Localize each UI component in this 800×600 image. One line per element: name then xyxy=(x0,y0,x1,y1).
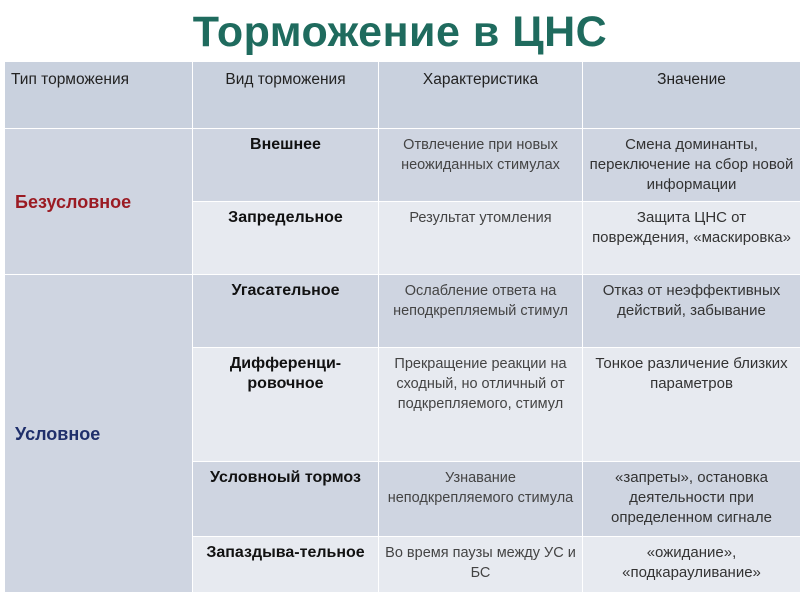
kind-cell: Условноый тормоз xyxy=(193,462,379,537)
table-row xyxy=(5,275,800,348)
meaning-cell: «ожидание», «подкарауливание» xyxy=(583,537,800,593)
table-row xyxy=(5,129,800,202)
meaning-cell: «запреты», остановка деятельности при определенном сигнале xyxy=(583,462,800,537)
inhibition-table xyxy=(4,61,800,593)
characteristic-cell: Отвлечение при новых неожиданных стимулах xyxy=(379,129,583,202)
kind-cell: Внешнее xyxy=(193,129,379,202)
header-meaning: Значение xyxy=(583,62,800,129)
kind-cell: Угасательное xyxy=(193,275,379,348)
characteristic-cell: Прекращение реакции на сходный, но отличный от подкрепляемого, стимул xyxy=(379,348,583,462)
header-type: Тип торможения xyxy=(5,62,193,129)
page-title: Торможение в ЦНС xyxy=(192,8,608,56)
characteristic-cell: Узнавание неподкрепляемого стимула xyxy=(379,462,583,537)
characteristic-cell: Ослабление ответа на неподкрепляемый стимул xyxy=(379,275,583,348)
kind-cell: Запаздыва-тельное xyxy=(193,537,379,593)
meaning-cell: Отказ от неэффективных действий, забывание xyxy=(583,275,800,348)
table-header-row xyxy=(5,62,800,129)
type-conditioned: Условное xyxy=(5,275,193,593)
type-unconditioned: Безусловное xyxy=(5,129,193,275)
meaning-cell: Тонкое различение близких параметров xyxy=(583,348,800,462)
meaning-cell: Смена доминанты, переключение на сбор новой информации xyxy=(583,129,800,202)
header-kind: Вид торможения xyxy=(193,62,379,129)
characteristic-cell: Во время паузы между УС и БС xyxy=(379,537,583,593)
kind-cell: Запредельное xyxy=(193,202,379,275)
kind-cell: Дифференци-ровочное xyxy=(193,348,379,462)
meaning-cell: Защита ЦНС от повреждения, «маскировка» xyxy=(583,202,800,275)
characteristic-cell: Результат утомления xyxy=(379,202,583,275)
header-characteristic: Характеристика xyxy=(379,62,583,129)
